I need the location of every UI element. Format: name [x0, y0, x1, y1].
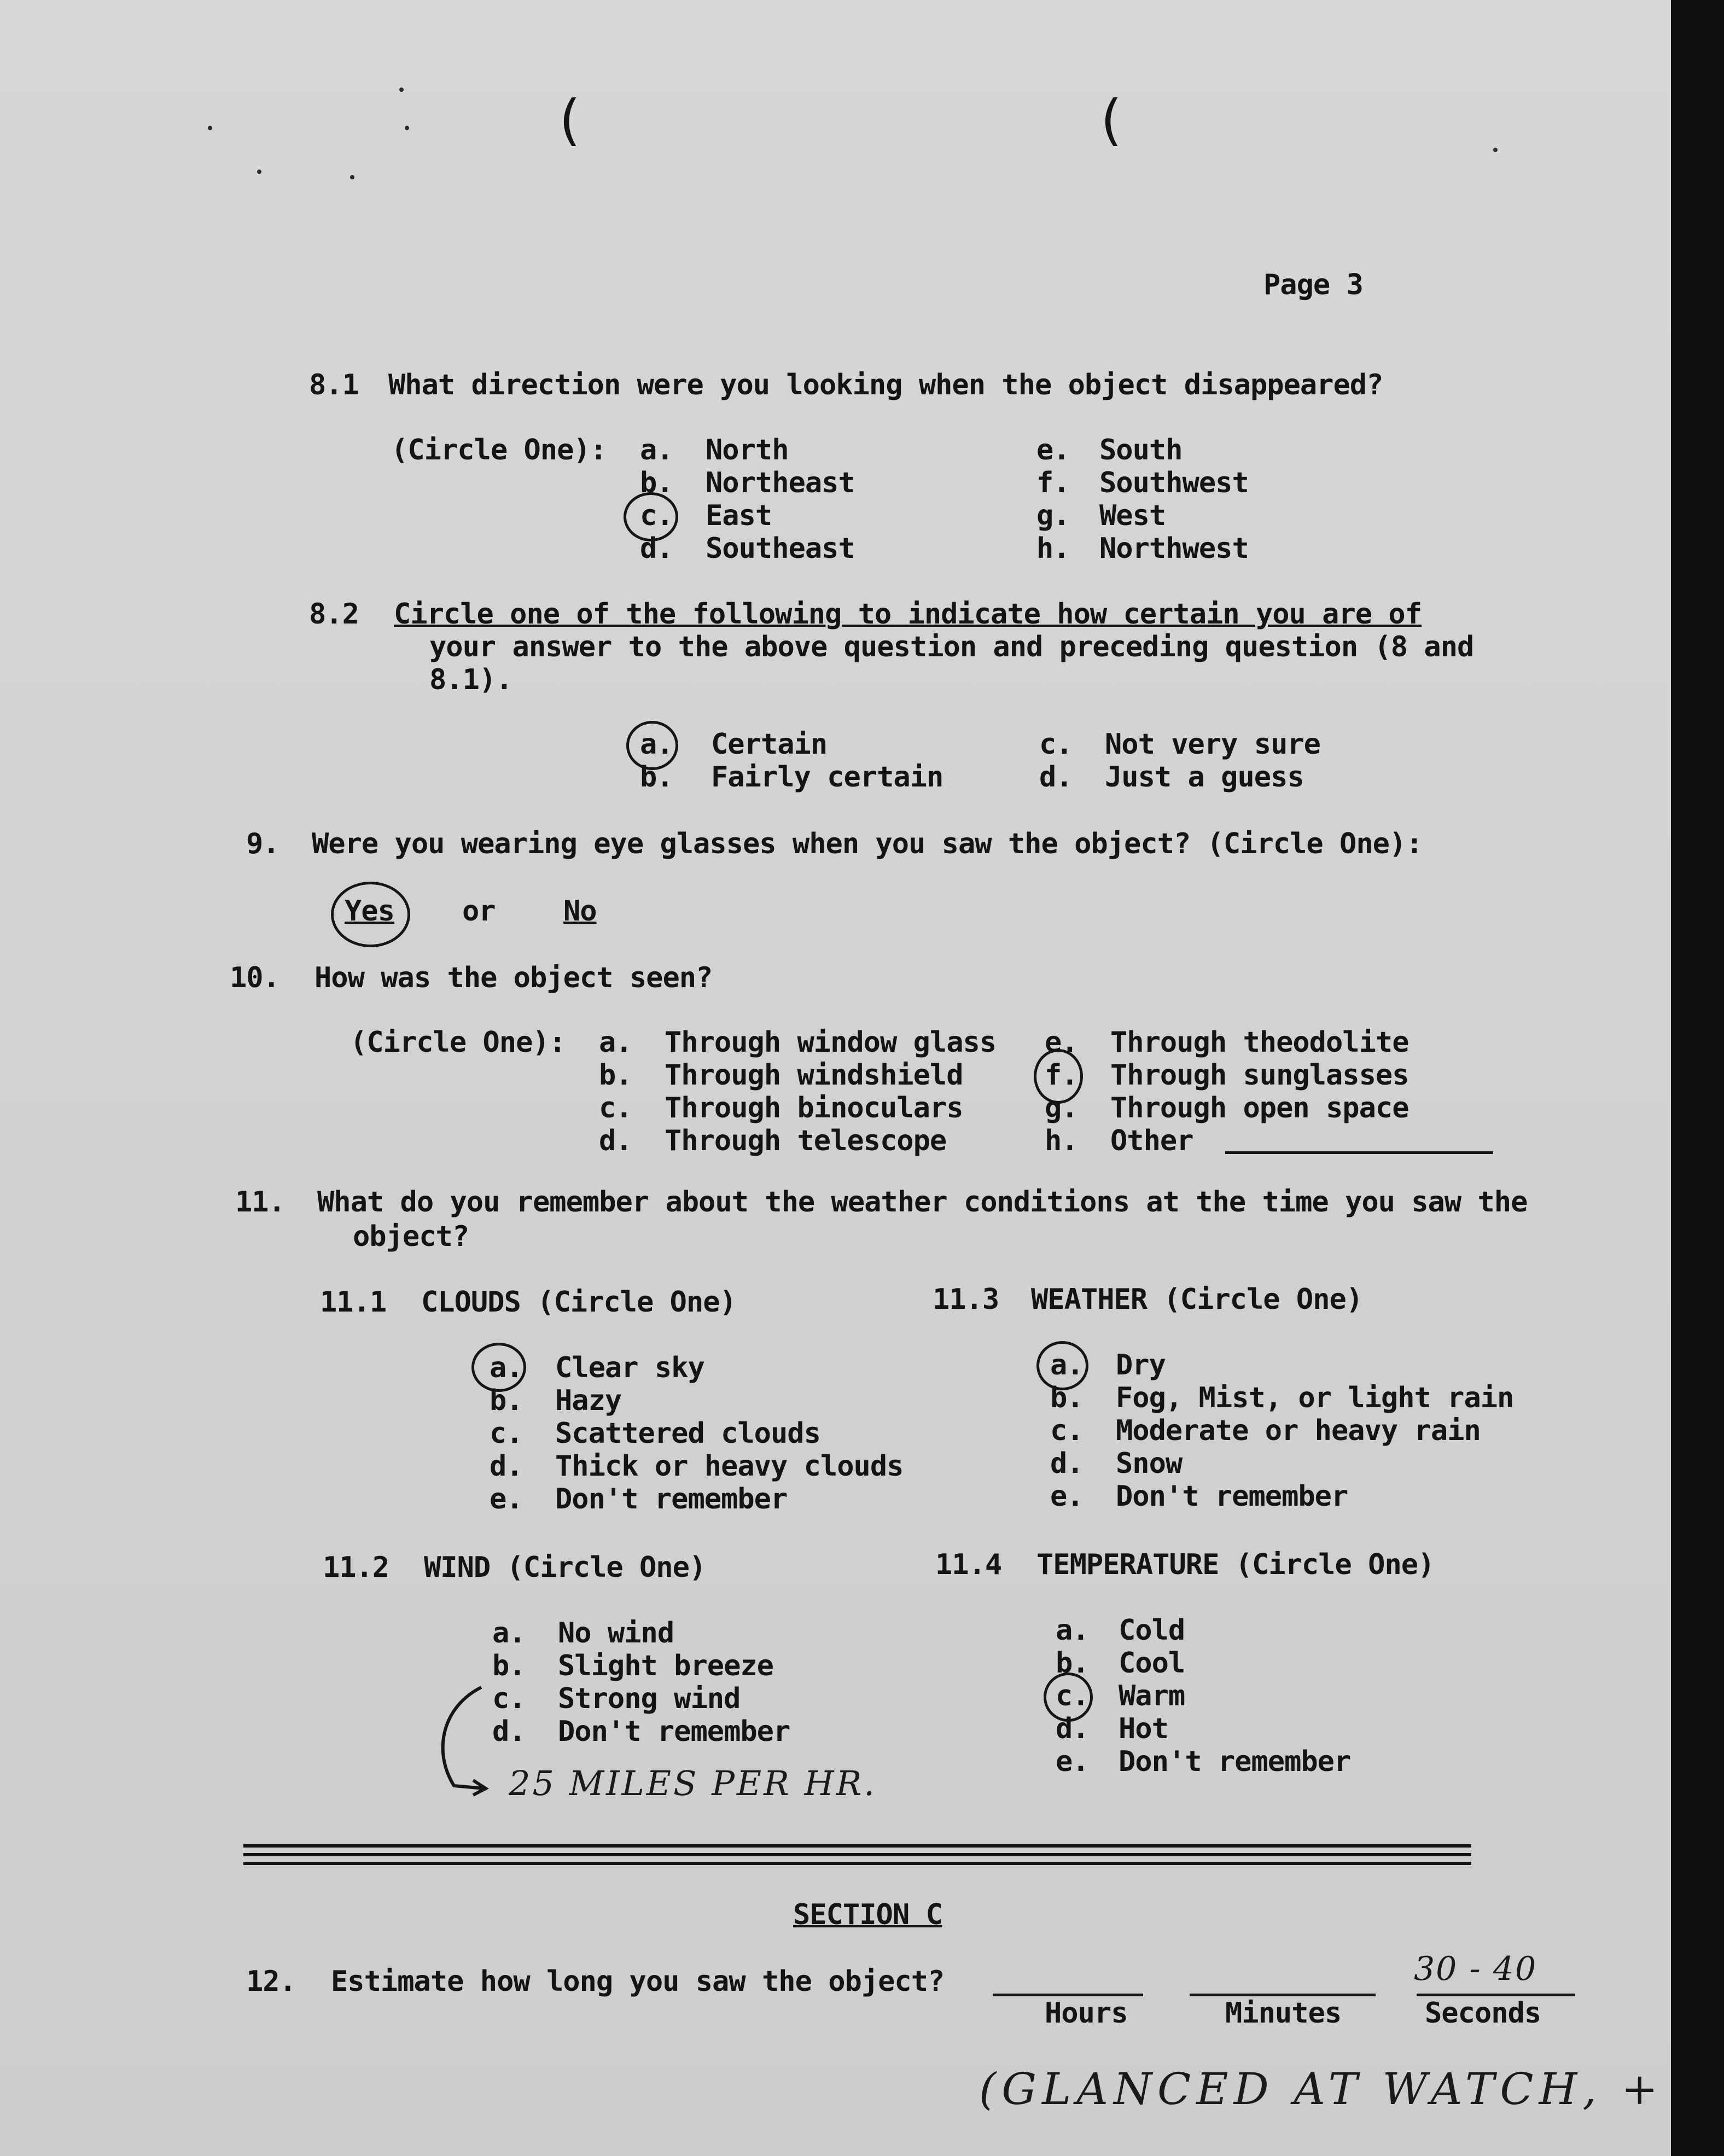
- option-text: North: [706, 434, 789, 467]
- option-text: East: [706, 499, 772, 532]
- option-letter: a.: [490, 1351, 523, 1384]
- option-letter: c.: [640, 499, 673, 532]
- option-text: Don't remember: [558, 1715, 790, 1748]
- option-text: Thick or heavy clouds: [555, 1450, 904, 1483]
- option-text: Moderate or heavy rain: [1116, 1414, 1481, 1447]
- option-text: South: [1099, 434, 1183, 467]
- option-text: Strong wind: [558, 1682, 741, 1715]
- option-letter: b.: [1050, 1382, 1084, 1414]
- question-text: object?: [353, 1220, 469, 1253]
- circle-one-label: (Circle One):: [391, 434, 607, 467]
- or-label: or: [462, 895, 496, 928]
- scan-speck: [1493, 148, 1498, 152]
- option-text: Through windshield: [665, 1059, 963, 1092]
- option-text: Hazy: [555, 1384, 622, 1417]
- option-text: Clear sky: [555, 1351, 704, 1384]
- option-letter: a.: [640, 434, 673, 467]
- question-text: 8.1).: [429, 663, 512, 696]
- option-text: Dry: [1116, 1349, 1166, 1382]
- subquestion-title: WEATHER (Circle One): [1031, 1283, 1363, 1316]
- subquestion-number: 11.3: [933, 1283, 999, 1316]
- question-text: Circle one of the following to indicate how certain you are of: [394, 598, 1422, 631]
- option-letter: e.: [1050, 1480, 1084, 1513]
- option-letter: b.: [490, 1384, 523, 1417]
- page-number: Page 3: [1263, 269, 1363, 301]
- question-number: 8.2: [309, 598, 359, 631]
- circle-one-label: (Circle One):: [350, 1026, 566, 1059]
- option-text: Southeast: [706, 532, 855, 565]
- option-letter: b.: [1056, 1647, 1089, 1680]
- option-text: Through window glass: [665, 1026, 997, 1059]
- option-text: No wind: [558, 1617, 674, 1650]
- question-number: 11.: [235, 1186, 285, 1219]
- question-text: What direction were you looking when the object disappeared?: [388, 369, 1383, 401]
- section-divider: [243, 1853, 1471, 1856]
- option-text: Snow: [1116, 1447, 1183, 1480]
- option-letter: b.: [599, 1059, 632, 1092]
- option-text: Just a guess: [1105, 761, 1304, 794]
- option-letter: c.: [1056, 1680, 1089, 1712]
- option-text: Northwest: [1099, 532, 1249, 565]
- option-letter: d.: [599, 1124, 632, 1157]
- seconds-value: 30 - 40: [1414, 1950, 1537, 1988]
- option-text: Through binoculars: [665, 1092, 963, 1124]
- option-text: Don't remember: [1119, 1745, 1351, 1778]
- option-text: Through open space: [1110, 1092, 1409, 1124]
- subquestion-title: TEMPERATURE (Circle One): [1036, 1548, 1435, 1581]
- scan-speck: [208, 126, 212, 130]
- subquestion-number: 11.4: [935, 1548, 1002, 1581]
- option-letter: e.: [1045, 1026, 1078, 1059]
- seconds-blank-line: [1417, 1994, 1575, 1996]
- option-text: Slight breeze: [558, 1650, 773, 1682]
- subquestion-number: 11.2: [323, 1551, 389, 1584]
- handwritten-wind-note: 25 MILES PER HR.: [509, 1763, 877, 1803]
- option-text: Not very sure: [1105, 728, 1320, 761]
- question-text: What do you remember about the weather conditions at the time you saw the: [317, 1186, 1528, 1219]
- option-text: Northeast: [706, 467, 855, 499]
- option-letter: d.: [1050, 1447, 1084, 1480]
- option-letter: g.: [1045, 1092, 1078, 1124]
- section-divider: [243, 1862, 1471, 1865]
- option-letter: a.: [640, 728, 673, 761]
- punch-mark-left: (: [552, 88, 585, 152]
- option-letter: a.: [492, 1617, 526, 1650]
- option-text: Fairly certain: [711, 761, 943, 794]
- option-letter: b.: [492, 1650, 526, 1682]
- scan-border: [1671, 0, 1724, 2156]
- option-text: Southwest: [1099, 467, 1249, 499]
- seconds-label: Seconds: [1425, 1997, 1541, 2030]
- subquestion-title: WIND (Circle One): [424, 1551, 706, 1584]
- subquestion-title: CLOUDS (Circle One): [421, 1286, 736, 1319]
- answer-circle: [331, 882, 410, 947]
- option-text: Through theodolite: [1110, 1026, 1409, 1059]
- question-number: 10.: [230, 962, 279, 994]
- section-divider: [243, 1844, 1471, 1848]
- subquestion-number: 11.1: [320, 1286, 387, 1319]
- option-text: Hot: [1119, 1712, 1168, 1745]
- minutes-label: Minutes: [1225, 1997, 1342, 2030]
- option-letter: f.: [1036, 467, 1070, 499]
- option-letter: c.: [599, 1092, 632, 1124]
- option-letter: d.: [1056, 1712, 1089, 1745]
- handwritten-watch-note: (GLANCED AT WATCH, +: [979, 2064, 1664, 2114]
- hours-blank-line: [993, 1994, 1143, 1996]
- option-letter: d.: [492, 1715, 526, 1748]
- option-letter: c.: [1050, 1414, 1084, 1447]
- yes-option: Yes: [345, 895, 394, 928]
- punch-mark-right: (: [1094, 88, 1127, 152]
- option-letter: e.: [1056, 1745, 1089, 1778]
- option-letter: d.: [1039, 761, 1073, 794]
- option-text: Fog, Mist, or light rain: [1116, 1382, 1514, 1414]
- option-letter: e.: [490, 1483, 523, 1516]
- hours-label: Hours: [1045, 1997, 1128, 2030]
- option-letter: d.: [640, 532, 673, 565]
- option-letter: f.: [1045, 1059, 1078, 1092]
- option-text: Through sunglasses: [1110, 1059, 1409, 1092]
- handwritten-arrow: [421, 1679, 498, 1799]
- scan-speck: [257, 170, 261, 174]
- question-text: Estimate how long you saw the object?: [331, 1965, 945, 1998]
- section-title: SECTION C: [793, 1898, 942, 1931]
- no-option: No: [563, 895, 597, 928]
- option-text: Certain: [711, 728, 828, 761]
- option-letter: c.: [1039, 728, 1073, 761]
- option-text: Don't remember: [555, 1483, 788, 1516]
- answer-circle: [624, 492, 678, 541]
- option-text: Don't remember: [1116, 1480, 1348, 1513]
- option-letter: h.: [1045, 1124, 1078, 1157]
- question-number: 9.: [246, 828, 279, 860]
- option-text: Other: [1110, 1124, 1193, 1157]
- option-letter: a.: [599, 1026, 632, 1059]
- option-text: Cold: [1119, 1614, 1185, 1647]
- option-letter: e.: [1036, 434, 1070, 467]
- scan-speck: [350, 175, 354, 179]
- option-text: Scattered clouds: [555, 1417, 820, 1450]
- option-text: Cool: [1119, 1647, 1185, 1680]
- option-letter: c.: [490, 1417, 523, 1450]
- scan-speck: [399, 88, 404, 92]
- option-letter: b.: [640, 761, 673, 794]
- option-text: West: [1099, 499, 1166, 532]
- minutes-blank-line: [1190, 1994, 1376, 1996]
- answer-circle: [626, 721, 678, 770]
- option-letter: g.: [1036, 499, 1070, 532]
- question-number: 8.1: [309, 369, 359, 401]
- other-blank-line: [1225, 1151, 1493, 1154]
- question-text: Were you wearing eye glasses when you saw the object? (Circle One):: [312, 828, 1423, 860]
- scan-speck: [405, 126, 409, 130]
- option-letter: a.: [1050, 1349, 1084, 1382]
- option-letter: c.: [492, 1682, 526, 1715]
- option-text: Through telescope: [665, 1124, 947, 1157]
- option-letter: b.: [640, 467, 673, 499]
- option-letter: d.: [490, 1450, 523, 1483]
- option-letter: a.: [1056, 1614, 1089, 1647]
- question-number: 12.: [246, 1965, 296, 1998]
- question-text: How was the object seen?: [314, 962, 713, 994]
- question-text: your answer to the above question and preceding question (8 and: [429, 631, 1474, 663]
- option-text: Warm: [1119, 1680, 1185, 1712]
- option-letter: h.: [1036, 532, 1070, 565]
